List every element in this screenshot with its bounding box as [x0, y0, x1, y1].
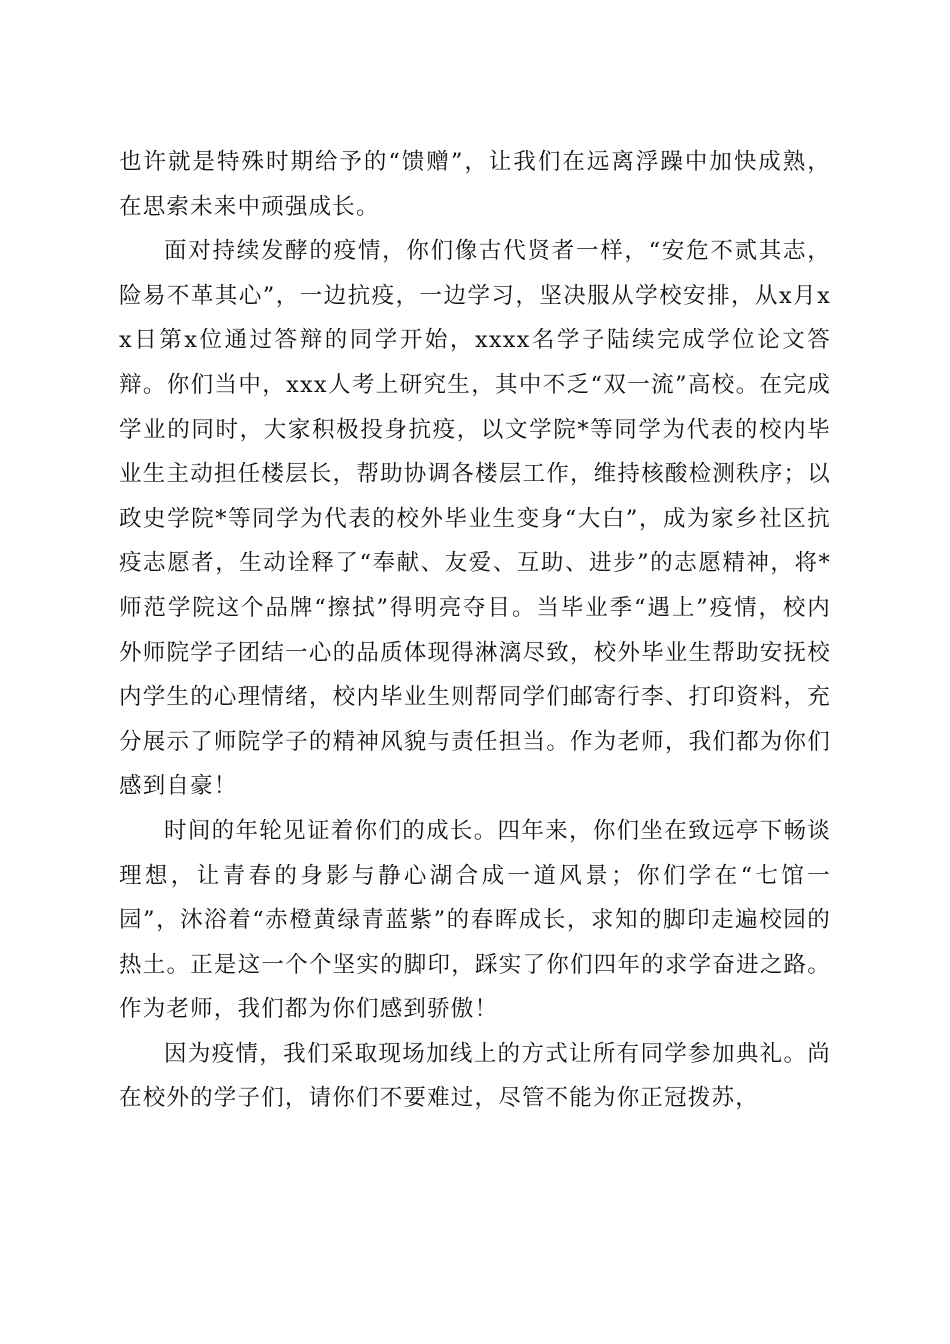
paragraph-2: 面对持续发酵的疫情，你们像古代贤者一样，“安危不贰其志，险易不革其心”，一边抗疫，一边学习，坚决服从学校安排，从x月xx日第x位通过答辩的同学开始，xxxx名学子陆续完成学位论文答辩。你们当中，xxx人考上研究生，其中不乏“双一流”高校。在完成学业的同时，大家积极投身抗疫，以文学院*等同学为代表的校内毕业生主动担任楼层长，帮助协调各楼层工作，维持核酸检测秩序；以政史学院*等同学为代表的校外毕业生变身“大白”，成为家乡社区抗疫志愿者，生动诠释了“奉献、友爱、互助、进步”的志愿精神，将*师范学院这个品牌“擦拭”得明亮夺目。当毕业季“遇上”疫情，校内外师院学子团结一心的品质体现得淋漓尽致，校外毕业生帮助安抚校内学生的心理情绪，校内毕业生则帮同学们邮寄行李、打印资料，充分展示了师院学子的精神风貌与责任担当。作为老师，我们都为你们感到自豪！ [119, 238, 831, 800]
document-page [119, 140, 831, 1121]
paragraph-3: 时间的年轮见证着你们的成长。四年来，你们坐在致远亭下畅谈理想，让青春的身影与静心湖合成一道风景；你们学在“七馆一园”，沐浴着“赤橙黄绿青蓝紫”的春晖成长，求知的脚印走遍校园的热土。正是这一个个坚实的脚印，踩实了你们四年的求学奋进之路。作为老师，我们都为你们感到骄傲！ [119, 817, 831, 1023]
paragraph-4: 因为疫情，我们采取现场加线上的方式让所有同学参加典礼。尚在校外的学子们，请你们不要难过，尽管不能为你正冠拨苏， [119, 1040, 831, 1112]
paragraph-1: 也许就是特殊时期给予的“馈赠”，让我们在远离浮躁中加快成熟，在思索未来中顽强成长。 [119, 149, 831, 220]
